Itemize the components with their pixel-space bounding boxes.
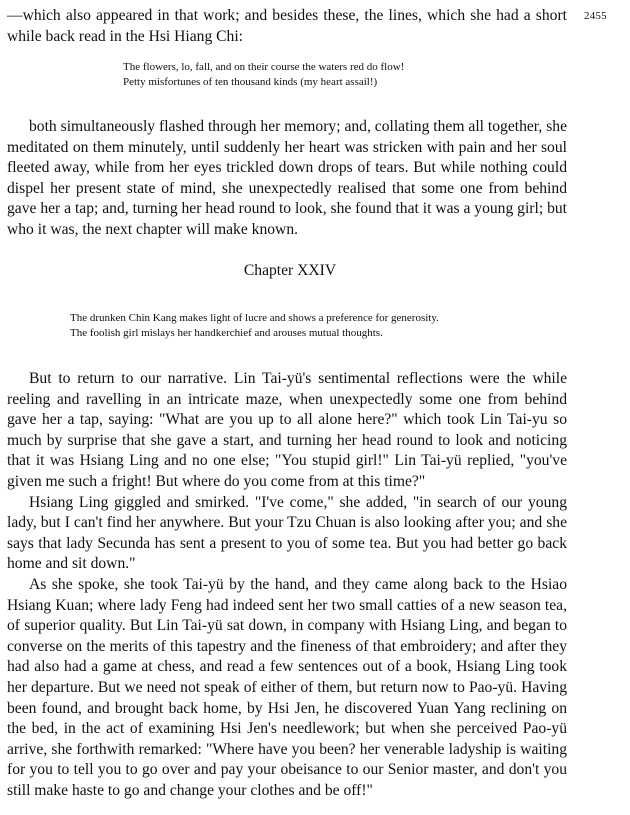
- body-paragraph: As she spoke, she took Tai-yü by the hand, and they came along back to the Hsiao Hsiang Kuan; where lady Feng had indeed sent her two small catties of a new season tea, of superior quality. But Lin Tai-yü sat down, in company with Hsiang Ling, and began to converse on the merits of this tapestry and the fineness of that embroidery; and after they had also had a game at chess, and read a few sentences out of a book, Hsiang Ling took her departure. But we need not speak of either of them, but return now to Pao-yü. Having been found, and brought back home, by Hsi Jen, he discovered Yuan Yang reclining on the bed, in the act of examining Hsi Jen's needlework; but when she perceived Pao-yü arrive, she forthwith remarked: "Where have you been? her venerable ladyship is waiting for you to tell you to go over and pay your obeisance to our Senior master, and don't you still make haste to go and change your clothes and be off!": [7, 575, 567, 799]
- closing-paragraph: [7, 117, 567, 241]
- closing-text: both simultaneously flashed through her memory; and, collating them all together, she meditated on them minutely, until suddenly her heart was stricken with pain and her soul fleeted away, while from her eyes trickled down drops of tears. But while nothing could dispel her present state of mind, she unexpectedly realised that some one from behind gave her a tap; and, turning her head round to look, she found that it was a young girl; but who it was, the next chapter will make known.: [7, 118, 567, 238]
- opening-paragraph: [7, 6, 567, 47]
- verse-quotation: [123, 60, 543, 90]
- chapter-body: [7, 369, 567, 801]
- argument-line: The drunken Chin Kang makes light of lucre and shows a preference for generosity.: [70, 312, 439, 324]
- page-number: 2455: [584, 10, 607, 22]
- body-paragraph: Hsiang Ling giggled and smirked. "I've come," she added, "in search of our young lady, but I can't find her anywhere. But your Tzu Chuan is also looking after you; and she says that lady Secunda has sent a present to you of some tea. But you had better go back home and sit down.": [7, 493, 567, 573]
- opening-text: —which also appeared in that work; and besides these, the lines, which she had a short while back read in the Hsi Hiang Chi:: [7, 7, 567, 45]
- verse-line: The flowers, lo, fall, and on their course the waters red do flow!: [123, 61, 405, 73]
- chapter-argument: [70, 311, 550, 341]
- verse-line: Petty misfortunes of ten thousand kinds (my heart assail!): [123, 76, 378, 88]
- chapter-title: Chapter XXIV: [243, 262, 337, 279]
- body-paragraph: But to return to our narrative. Lin Tai-yü's sentimental reflections were the while reeling and ravelling in an intricate maze, when unexpectedly some one from behind gave her a tap, saying: "What are you up to all alone here?" which took Lin Tai-yu so much by surprise that she gave a start, and turning her head round to look and noticing that it was Hsiang Ling and no one else; "You stupid girl!" Lin Tai-yü replied, "you've given me such a fright! But where do you come from at this time?": [7, 370, 567, 490]
- argument-line: The foolish girl mislays her handkerchief and arouses mutual thoughts.: [70, 327, 383, 339]
